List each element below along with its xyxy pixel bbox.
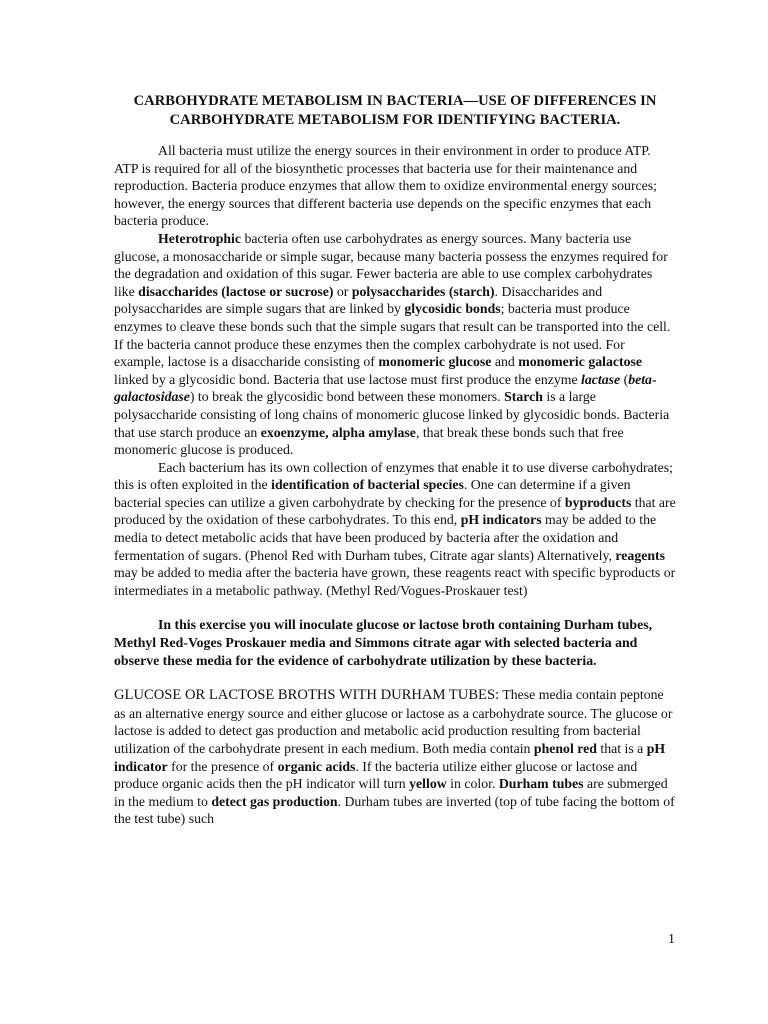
text-run: linked by a glycosidic bond. Bacteria that use lactose must first produce the enzyme — [114, 371, 582, 387]
text-run: . One can determine if a given bacterial species can utilize a given carbohydrate by checking for the presence of — [114, 477, 631, 510]
text-run: bacteria often use carbohydrates as energy sources. Many bacteria use glucose, a monosaccharide or simple sugar, because many bacteria possess the enzymes required for the degradation and oxidation of this sugar. Fewer bacteria are able to use complex carbohydrates like — [114, 230, 668, 299]
text-run: is a large polysaccharide consisting of long chains of monomeric glucose linked by glycosidic bonds. Bacteria that use starch produce an — [114, 389, 670, 440]
term-yellow: yellow — [409, 776, 447, 792]
term-identification: identification of bacterial species — [271, 477, 464, 493]
text-run: for the presence of — [167, 758, 278, 774]
term-detect-gas: detect gas production — [211, 793, 338, 809]
term-polysaccharides: polysaccharides (starch) — [351, 283, 495, 299]
term-glycosidic-bonds: glycosidic bonds — [404, 301, 501, 317]
term-reagents: reagents — [615, 547, 665, 563]
term-disaccharides: disaccharides (lactose or sucrose) — [138, 283, 334, 299]
term-monomeric-glucose: monomeric glucose — [378, 354, 492, 370]
text-run: ; bacteria must produce enzymes to cleave these bonds such that the simple sugars that result can be transported into the cell. If the bacteria cannot produce these enzymes then the complex carbohydrate is not used. For example, lactose is a disaccharide consisting of — [114, 301, 671, 370]
text-run: are submerged in the medium to — [114, 776, 668, 809]
term-beta-galactosidase: beta-galactosidase — [114, 371, 657, 405]
page-number: 1 — [668, 932, 675, 947]
text-run: These media contain peptone as an alternative energy source and either glucose or lactose as a carbohydrate source. The glucose or lactose is added to detect gas production and metabolic acid production resulting from bacterial utilization of the carbohydrate present in each medium. Both media contain — [114, 687, 673, 756]
text-run: may be added to media after the bacteria have grown, these reagents react with specific byproducts or intermediates in a metabolic pathway. (Methyl Red/Vogues-Proskauer test) — [114, 565, 676, 598]
text-run: in color. — [446, 776, 499, 792]
paragraph-heterotrophic — [114, 230, 676, 459]
paragraph-durham-broths — [114, 686, 676, 828]
paragraph-exercise: In this exercise you will inoculate glucose or lactose broth containing Durham tubes, Methyl Red-Voges Proskauer media and Simmons citrate agar with selected bacteria and observe these media for the evidence of carbohydrate utilization by these bacteria. — [114, 617, 653, 668]
text-run: or — [333, 283, 352, 299]
spacer — [114, 669, 676, 686]
term-ph-indicators: pH indicators — [460, 512, 542, 528]
term-heterotrophic: Heterotrophic — [158, 230, 242, 246]
term-ph-indicator: pH indicator — [114, 741, 666, 774]
term-organic-acids: organic acids — [277, 758, 356, 774]
text-run: . Disaccharides and polysaccharides are simple sugars that are linked by — [114, 283, 603, 317]
text-run: . If the bacteria utilize either glucose or lactose and produce organic acids then the pH indicator will turn — [114, 758, 638, 792]
document-body — [114, 142, 676, 828]
paragraph-identification — [114, 459, 676, 600]
spacer — [114, 599, 676, 616]
text-run: ) to break the glycosidic bond between these monomers. — [189, 389, 505, 405]
term-lactase: lactase — [581, 371, 621, 387]
text-run: . Durham tubes are inverted (top of tube facing the bottom of the test tube) such — [114, 793, 675, 827]
text-run: Each bacterium has its own collection of enzymes that enable it to use diverse carbohydrates; this is often exploited in the — [114, 459, 673, 493]
section-heading: GLUCOSE OR LACTOSE BROTHS WITH DURHAM TUBES: — [114, 687, 500, 704]
text-run: that is a — [596, 741, 647, 756]
text-run: that are produced by the oxidation of these carbohydrates. To this end, — [114, 494, 676, 528]
term-durham-tubes: Durham tubes — [498, 776, 584, 792]
term-byproducts: byproducts — [564, 494, 632, 510]
paragraph-intro: All bacteria must utilize the energy sources in their environment in order to produce ATP. ATP is required for all of the biosynthetic processes that bacteria use for their maintenance and reproduction. Bacteria produce enzymes that allow them to oxidize environmental energy sources; however, the energy sources that different bacteria use depends on the specific enzymes that each bacteria produce. — [114, 143, 658, 229]
term-phenol-red: phenol red — [533, 741, 597, 756]
term-starch: Starch — [504, 389, 543, 405]
text-run: may be added to the media to detect metabolic acids that have been produced by bacteria after the oxidation and fermentation of sugars. (Phenol Red with Durham tubes, Citrate agar slants) Alternatively, — [114, 512, 657, 563]
text-run: ( — [620, 371, 629, 387]
document-title: CARBOHYDRATE METABOLISM IN BACTERIA—USE OF DIFFERENCES IN CARBOHYDRATE METABOLISM FOR IDENTIFYING BACTERIA. — [133, 93, 657, 128]
term-monomeric-galactose: monomeric galactose — [518, 354, 642, 370]
term-alpha-amylase: exoenzyme, alpha amylase — [260, 424, 416, 440]
text-run: , that break these bonds such that free monomeric glucose is produced. — [114, 424, 624, 458]
text-run: and — [491, 354, 519, 370]
